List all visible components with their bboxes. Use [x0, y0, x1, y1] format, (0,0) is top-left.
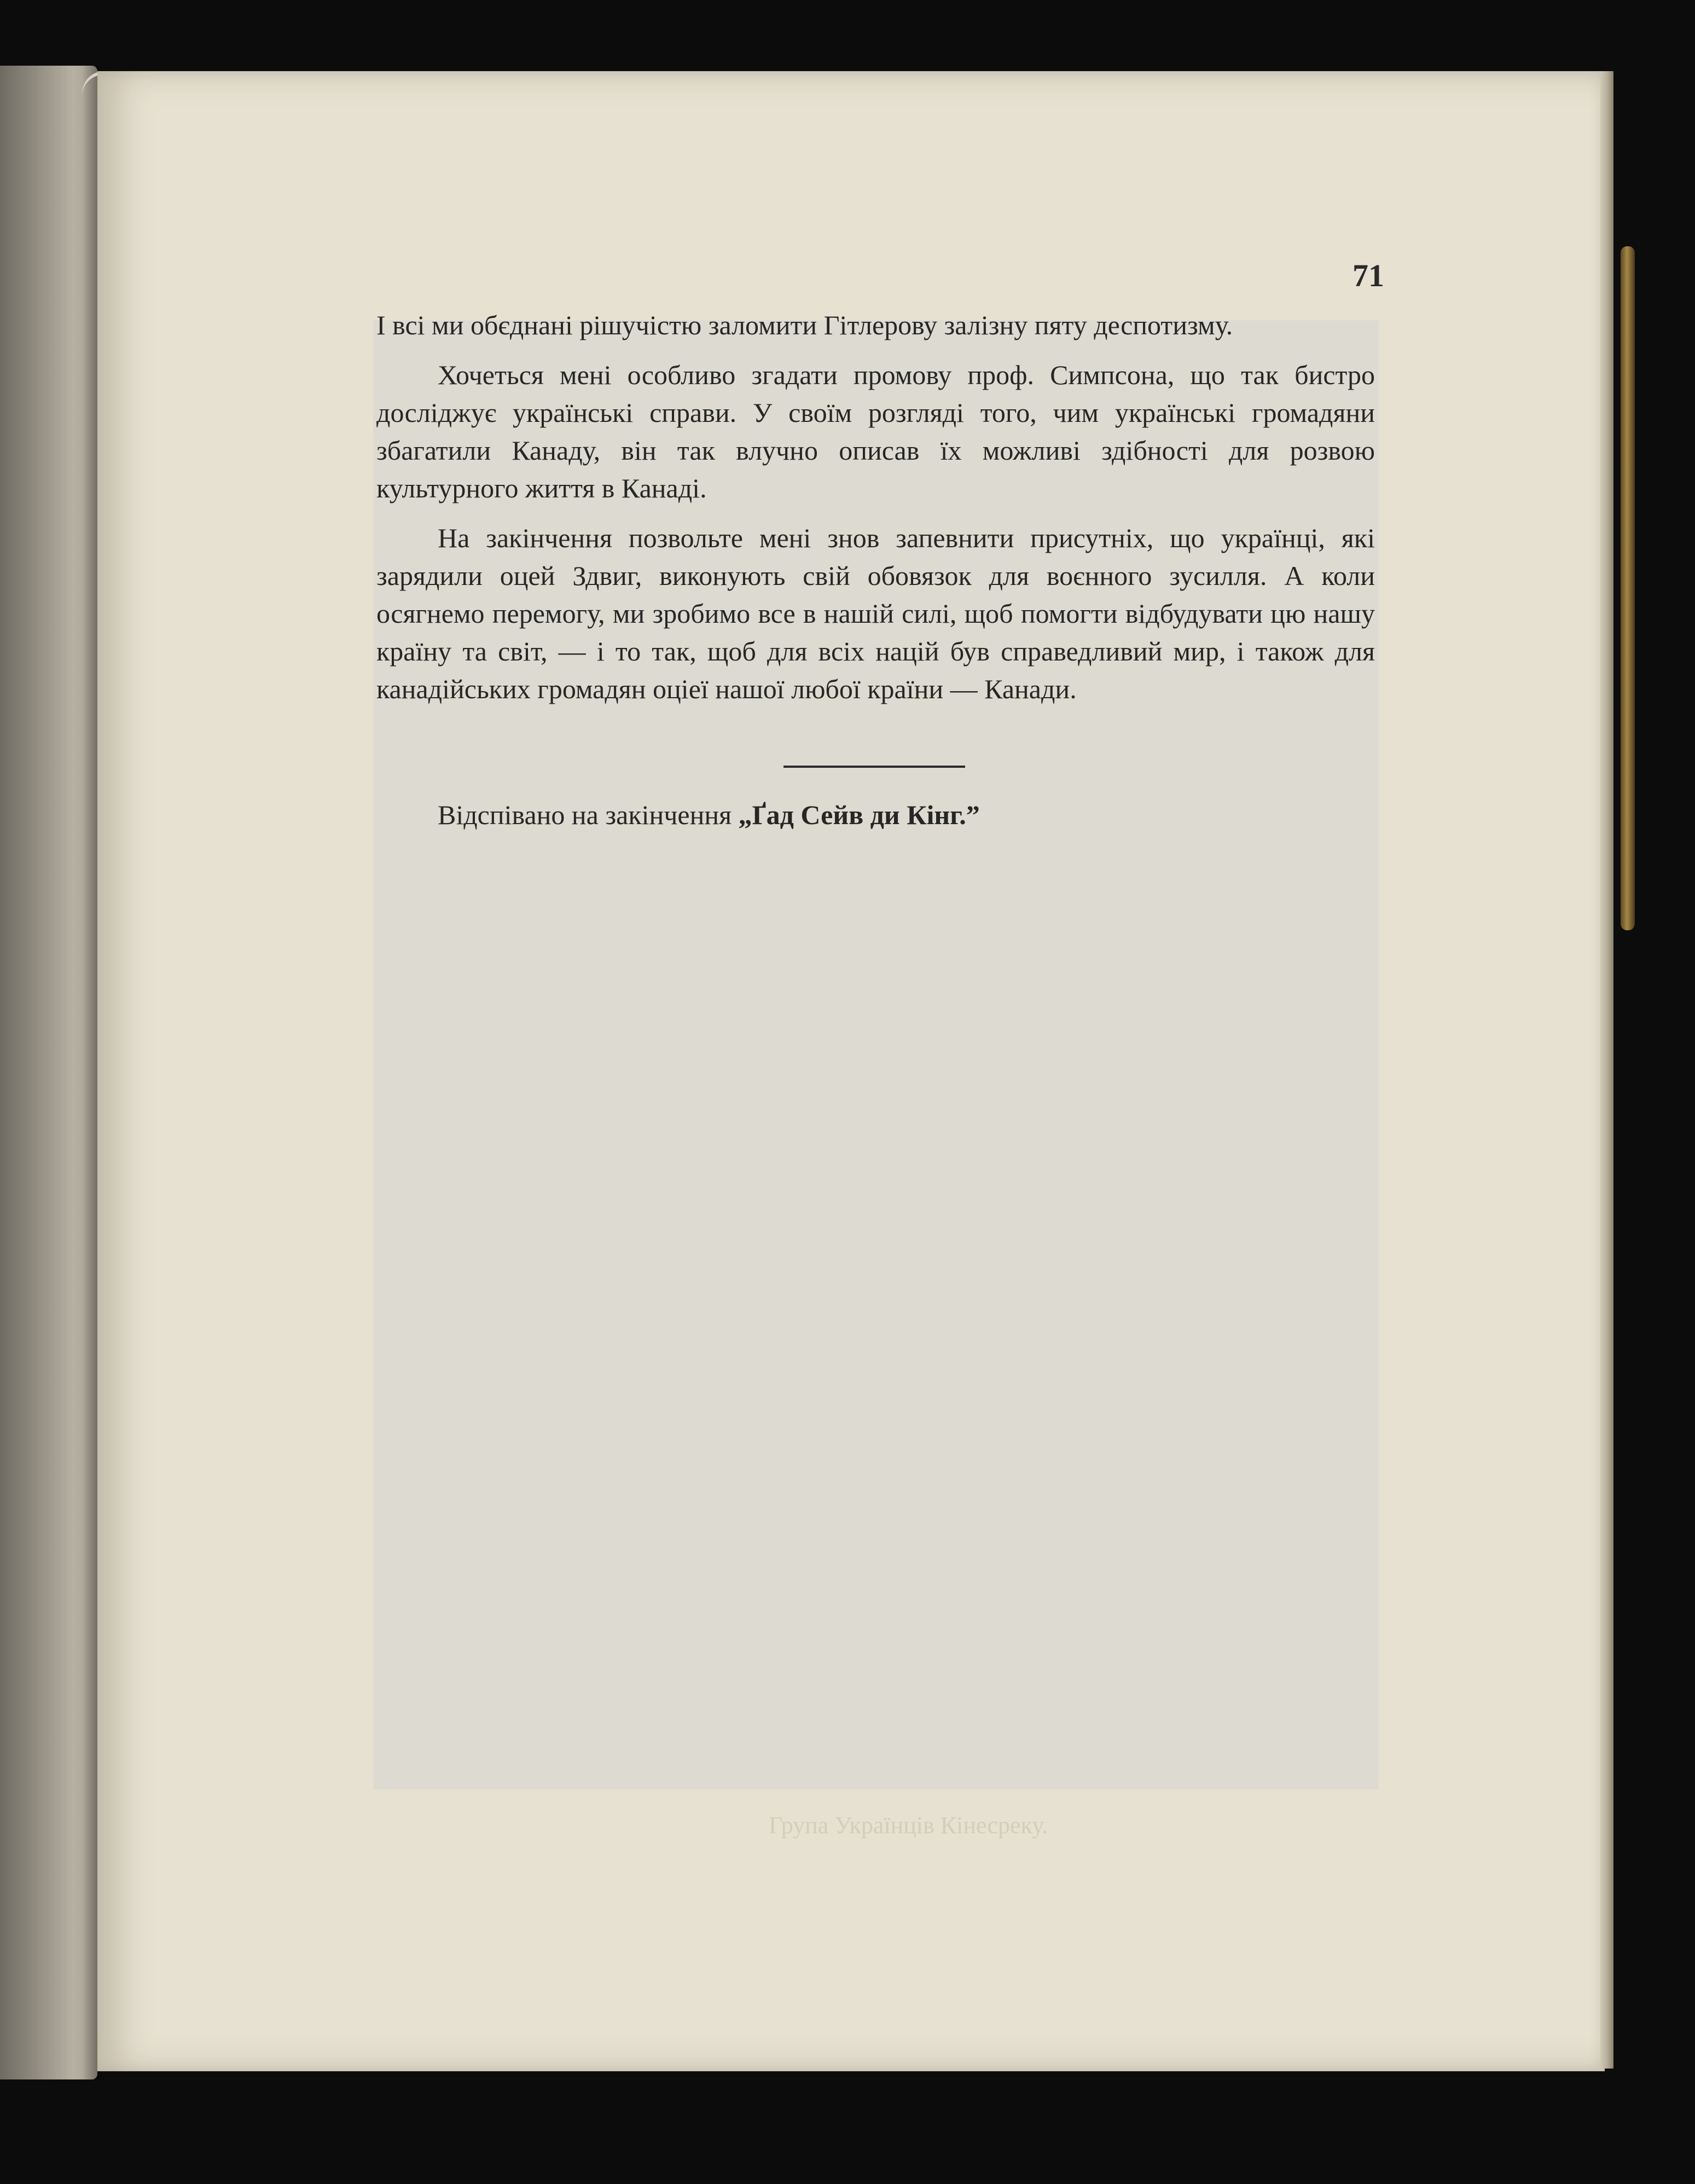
closing-line [438, 796, 980, 834]
paragraph-2: Хочеться мені особливо згадати промову проф. Симпсона, що так бистро досліджує українські справи. У своїм розгляді того, чим українські громадяни збагатили Канаду, він так влучно описав їх можливі здібності для розвою культурного життя в Канаді. [376, 360, 1375, 503]
anthem-title: „Ґад Сейв ди Кінг.” [738, 800, 980, 830]
body-text [376, 306, 1375, 708]
paragraph-1: І всі ми обєднані рішучістю заломити Гітлерову залізну пяту деспотизму. [376, 310, 1233, 340]
bookmark-ribbon [1621, 246, 1635, 930]
closing-prefix: Відспівано на закінчення [438, 800, 739, 830]
page-stack-edge [1600, 71, 1613, 2069]
section-divider [783, 766, 965, 768]
bleed-through-caption: Група Українців Кінесреку. [769, 1812, 1048, 1839]
page-number: 71 [1352, 258, 1384, 293]
paragraph-3: На закінчення позвольте мені знов запевнити присутніх, що українці, які зарядили оцей Здвиг, виконують свій обовязок для воєнного зусилля. А коли осягнемо перемогу, ми зробимо все в нашій силі, щоб помогти відбудувати цю нашу країну та світ, — і то так, щоб для всіх націй був справедливий мир, і також для канадійських громадян оціеї нашої любої країни — Канади. [376, 523, 1375, 704]
